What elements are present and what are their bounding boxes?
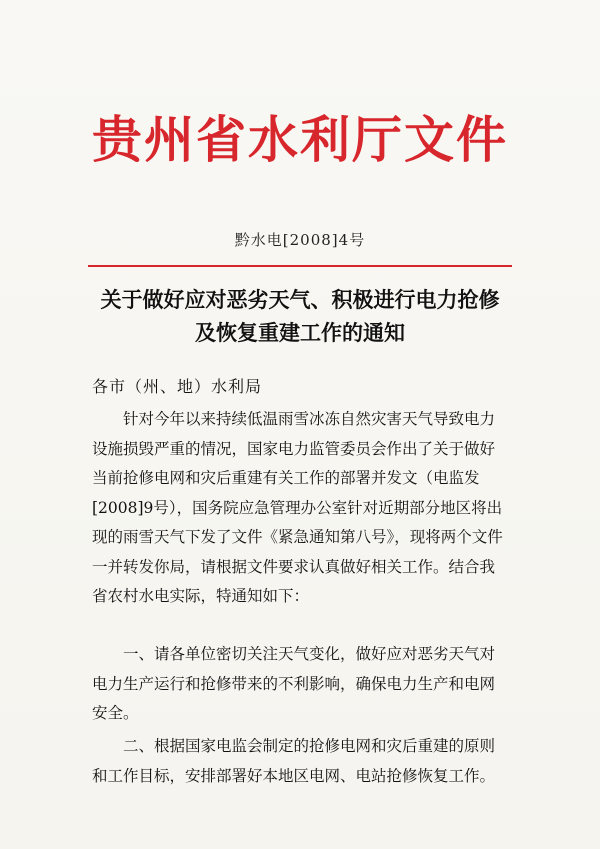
paragraph-line: 二、根据国家电监会制定的抢修电网和灾后重建的原则 xyxy=(123,737,496,755)
paragraph-line: 针对今年以来持续低温雨雪冰冻自然灾害天气导致电力 xyxy=(123,410,496,428)
item-two-paragraph xyxy=(92,732,522,791)
notice-title-line-2: 及恢复重建工作的通知 xyxy=(195,320,405,345)
intro-paragraph xyxy=(92,405,522,612)
red-separator-line xyxy=(88,265,512,267)
paragraph-line: 设施损毁严重的情况，国家电力监管委员会作出了关于做好 xyxy=(92,439,496,458)
paragraph-line: 一、请各单位密切关注天气变化，做好应对恶劣天气对 xyxy=(123,645,496,663)
paragraph-line: 现的雨雪天气下发了文件《紧急通知第八号》，现将两个文件 xyxy=(92,528,503,546)
document-number: 黔水电[2008]4号 xyxy=(234,231,366,249)
notice-title-line-1: 关于做好应对恶劣天气、积极进行电力抢修 xyxy=(100,287,500,312)
paragraph-line: 当前抢修电网和灾后重建有关工作的部署并发文（电监发 xyxy=(92,469,480,487)
paragraph-line: 安全。 xyxy=(92,704,139,722)
paragraph-line: 和工作目标，安排部署好本地区电网、电站抢修恢复工作。 xyxy=(92,766,496,785)
paragraph-line: 电力生产运行和抢修带来的不利影响，确保电力生产和电网 xyxy=(92,674,496,693)
paragraph-line: [2008]9号），国务院应急管理办公室针对近期部分地区将出 xyxy=(92,498,503,517)
paragraph-line: 省农村水电实际，特通知如下： xyxy=(92,587,310,605)
paragraph-line: 一并转发你局，请根据文件要求认真做好相关工作。结合我 xyxy=(92,557,496,576)
notice-title xyxy=(0,283,600,349)
issuing-authority-header: 贵州省水利厅文件 xyxy=(92,111,508,169)
item-one-paragraph xyxy=(92,640,522,729)
addressee: 各市（州、地）水利局 xyxy=(92,377,263,396)
